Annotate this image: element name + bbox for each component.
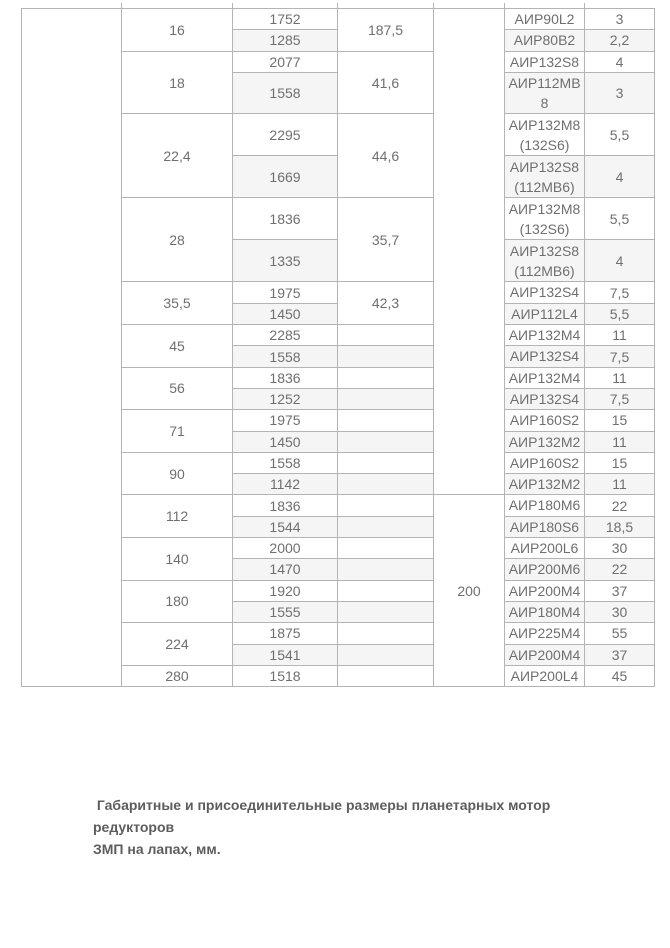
ratio-cell: 90 (122, 452, 233, 495)
speed-cell: 1518 (233, 665, 338, 686)
speed-cell: 1285 (233, 30, 338, 51)
power-cell: 45 (585, 665, 655, 686)
motor-cell: АИР132М4 (505, 325, 585, 346)
power-cell: 37 (585, 644, 655, 665)
mid-spanner-bottom-cell: 200 (434, 495, 505, 687)
motor-cell: АИР112МВ8 (505, 72, 585, 114)
empty-cell (338, 665, 434, 686)
speed-cell: 1836 (233, 495, 338, 516)
power-cell: 3 (585, 9, 655, 30)
empty-cell (338, 346, 434, 367)
empty-cell (338, 388, 434, 409)
table-body (22, 3, 655, 687)
motor-cell: АИР200М4 (505, 580, 585, 601)
speed-cell: 1752 (233, 9, 338, 30)
power-cell: 30 (585, 601, 655, 622)
power-cell: 11 (585, 474, 655, 495)
speed-cell: 1875 (233, 623, 338, 644)
speed-cell: 1558 (233, 452, 338, 473)
empty-cell (338, 601, 434, 622)
empty-cell (338, 410, 434, 431)
ratio-cell: 22,4 (122, 114, 233, 198)
empty-cell (338, 431, 434, 452)
empty-cell (338, 559, 434, 580)
motor-cell: АИР132S4 (505, 346, 585, 367)
power-cell: 7,5 (585, 282, 655, 303)
empty-cell (338, 623, 434, 644)
torque-cell: 42,3 (338, 282, 434, 325)
torque-cell: 35,7 (338, 198, 434, 282)
empty-cell (338, 580, 434, 601)
power-cell: 55 (585, 623, 655, 644)
speed-cell: 1335 (233, 240, 338, 282)
motor-cell: АИР132М2 (505, 474, 585, 495)
motor-cell: АИР112L4 (505, 303, 585, 324)
power-cell: 3 (585, 72, 655, 114)
power-cell: 22 (585, 495, 655, 516)
power-cell: 18,5 (585, 516, 655, 537)
speed-cell: 1544 (233, 516, 338, 537)
power-cell: 4 (585, 240, 655, 282)
speed-cell: 2077 (233, 51, 338, 72)
ratio-cell: 18 (122, 51, 233, 114)
empty-cell (338, 644, 434, 665)
speed-cell: 1450 (233, 431, 338, 452)
power-cell: 11 (585, 431, 655, 452)
motor-cell: АИР180М4 (505, 601, 585, 622)
ratio-cell: 112 (122, 495, 233, 538)
motor-cell: АИР132М8(132S6) (505, 198, 585, 240)
motor-cell: АИР132М4 (505, 367, 585, 388)
ratio-cell: 280 (122, 665, 233, 686)
power-cell: 11 (585, 367, 655, 388)
empty-cell (338, 325, 434, 346)
ratio-cell: 140 (122, 538, 233, 581)
speed-cell: 1836 (233, 367, 338, 388)
motor-cell: АИР180S6 (505, 516, 585, 537)
speed-cell: 1470 (233, 559, 338, 580)
empty-cell (338, 474, 434, 495)
caption-line-2: ЗМП на лапах, мм. (93, 841, 221, 857)
motor-cell: АИР80В2 (505, 30, 585, 51)
speed-cell: 2000 (233, 538, 338, 559)
ratio-cell: 35,5 (122, 282, 233, 325)
motor-cell: АИР160S2 (505, 410, 585, 431)
speed-cell: 1975 (233, 410, 338, 431)
speed-cell: 1669 (233, 156, 338, 198)
motor-cell: АИР200М4 (505, 644, 585, 665)
speed-cell: 1558 (233, 72, 338, 114)
speed-cell: 1252 (233, 388, 338, 409)
motor-cell: АИР132S8(112МВ6) (505, 156, 585, 198)
speed-cell: 1555 (233, 601, 338, 622)
speed-cell: 1450 (233, 303, 338, 324)
power-cell: 7,5 (585, 388, 655, 409)
motor-cell: АИР180М6 (505, 495, 585, 516)
power-cell: 5,5 (585, 303, 655, 324)
ratio-cell: 224 (122, 623, 233, 666)
power-cell: 22 (585, 559, 655, 580)
motor-cell: АИР225М4 (505, 623, 585, 644)
power-cell: 37 (585, 580, 655, 601)
speed-cell: 1920 (233, 580, 338, 601)
empty-cell (338, 452, 434, 473)
motor-cell: АИР132М2 (505, 431, 585, 452)
empty-cell (338, 516, 434, 537)
motor-cell: АИР132S8(112МВ6) (505, 240, 585, 282)
motor-cell: АИР200М6 (505, 559, 585, 580)
speed-cell: 2285 (233, 325, 338, 346)
table-caption (93, 794, 613, 860)
empty-cell (338, 495, 434, 516)
speed-cell: 1142 (233, 474, 338, 495)
power-cell: 4 (585, 51, 655, 72)
motor-cell: АИР132S4 (505, 282, 585, 303)
power-cell: 15 (585, 410, 655, 431)
speed-cell: 1836 (233, 198, 338, 240)
power-cell: 15 (585, 452, 655, 473)
torque-cell: 44,6 (338, 114, 434, 198)
table-row (22, 9, 655, 30)
power-cell: 7,5 (585, 346, 655, 367)
speed-cell: 2295 (233, 114, 338, 156)
motor-cell: АИР132S4 (505, 388, 585, 409)
power-cell: 30 (585, 538, 655, 559)
motor-cell: АИР132М8(132S6) (505, 114, 585, 156)
speed-cell: 1541 (233, 644, 338, 665)
speed-cell: 1975 (233, 282, 338, 303)
power-cell: 11 (585, 325, 655, 346)
torque-cell: 187,5 (338, 9, 434, 52)
empty-cell (338, 538, 434, 559)
mid-spanner-top-cell (434, 9, 505, 495)
motor-reducer-table (21, 3, 655, 687)
empty-cell (338, 367, 434, 388)
power-cell: 2,2 (585, 30, 655, 51)
motor-cell: АИР200L6 (505, 538, 585, 559)
power-cell: 4 (585, 156, 655, 198)
motor-cell: АИР160S2 (505, 452, 585, 473)
motor-cell: АИР90L2 (505, 9, 585, 30)
ratio-cell: 28 (122, 198, 233, 282)
torque-cell: 41,6 (338, 51, 434, 114)
ratio-cell: 180 (122, 580, 233, 623)
ratio-cell: 71 (122, 410, 233, 453)
speed-cell: 1558 (233, 346, 338, 367)
ratio-cell: 16 (122, 9, 233, 52)
motor-cell: АИР200L4 (505, 665, 585, 686)
left-spanner-cell (22, 9, 122, 687)
motor-cell: АИР132S8 (505, 51, 585, 72)
caption-line-1: Габаритные и присоединительные размеры планетарных мотор редукторов (93, 797, 555, 835)
ratio-cell: 45 (122, 325, 233, 368)
ratio-cell: 56 (122, 367, 233, 410)
power-cell: 5,5 (585, 114, 655, 156)
power-cell: 5,5 (585, 198, 655, 240)
